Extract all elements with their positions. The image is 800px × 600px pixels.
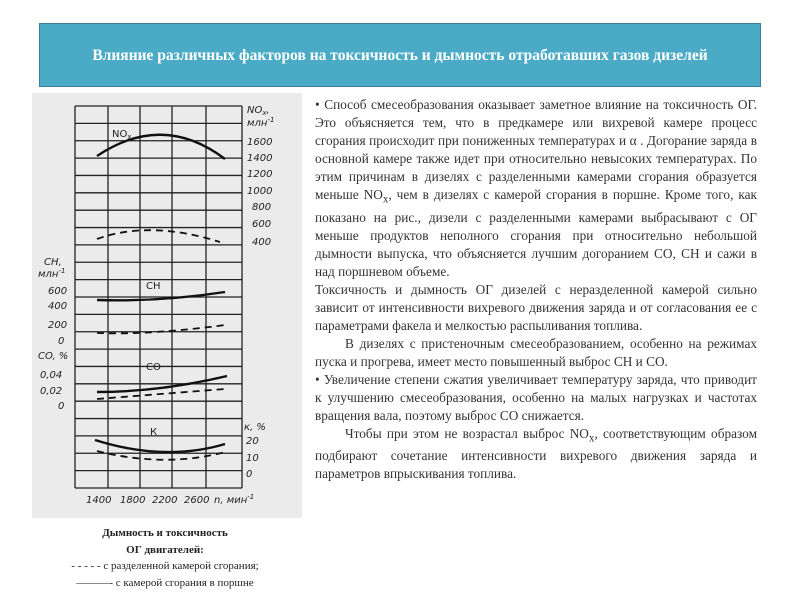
k-axis-title: к, %: [244, 422, 266, 433]
co-tick: 0: [58, 401, 65, 412]
text: Чтобы при этом не возрастал выброс NO: [345, 425, 589, 441]
body-text: [315, 96, 757, 483]
ch-tick: 0: [58, 336, 65, 347]
ch-tick: 600: [48, 286, 68, 297]
ch-axis-unit: млн$^{-1}$: [38, 267, 66, 280]
co-curve-label: CO: [146, 362, 161, 373]
ch-tick: 400: [48, 301, 68, 312]
x-tick: 2200: [152, 495, 178, 506]
k-curve-label: К: [150, 427, 158, 438]
legend-solid: ———- с камерой сгорания в поршне: [76, 576, 254, 589]
ch-tick: 200: [48, 320, 68, 331]
caption-line-2: ОГ двигателей:: [126, 543, 204, 556]
chart-grid: [75, 106, 242, 488]
legend-dashed: - - - - - с разделенной камерой сгорания;: [71, 560, 259, 572]
k-tick: 0: [246, 469, 253, 480]
nox-dashed-curve: [97, 230, 220, 242]
subscript: x: [382, 193, 389, 206]
x-axis-label: n, мин$^{-1}$: [214, 493, 255, 506]
co-tick: 0,04: [40, 370, 63, 381]
slide-title: [39, 23, 761, 87]
x-tick: 2600: [184, 495, 210, 506]
nox-tick: 1400: [247, 153, 273, 164]
nox-tick: 800: [252, 202, 272, 213]
paragraph-mixing: [315, 96, 757, 281]
x-tick: 1400: [86, 495, 112, 506]
paragraph-nox: [315, 425, 757, 484]
co-tick: 0,02: [40, 386, 63, 397]
emissions-figure: [32, 93, 302, 518]
title-text: Влияние различных факторов на токсичность и дымность отработавших газов дизелей: [92, 46, 708, 64]
paragraph-compression: • Увеличение степени сжатия увеличивает температуру заряда, что приводит к улучшению смесеобразования, особенно на малых нагрузках и частотах вращения вала, поэтому выброс СО снижается.: [315, 371, 757, 423]
nox-tick: 1000: [247, 186, 273, 197]
nox-tick: 1200: [247, 169, 273, 180]
text: , соответствующим образом подбирают сочетание интенсивности вихревого движения заряда и параметров впрыскивания топлива.: [315, 425, 757, 482]
nox-tick: 400: [252, 237, 272, 248]
nox-curve-label: $NO_x$: [112, 129, 132, 141]
ch-axis-title: CH,: [44, 257, 62, 268]
nox-axis-unit: млн$^{-1}$: [247, 116, 275, 129]
nox-tick: 600: [252, 219, 272, 230]
text: , чем в дизелях с камерой сгорания в поршне. Кроме того, как показано на рис., дизели с разделенными камерами выбрасывают с ОГ меньше продуктов неполного сгорания при относительно небольшой дымности выпуска, что объясняется лучшим догоранием СО, СН и сажи в над поршневом объеме.: [315, 187, 757, 279]
figure-caption: [30, 525, 300, 591]
text: • Способ смесеобразования оказывает заметное влияние на токсичность ОГ. Это объясняется тем, что в предкамере или вихревой камере процесс сгорания происходит при пониженных температурах и α . Догорание заряда в основной камере также идет при относительно невысоких температурах. По этим причинам в дизелях с разделенными камерами сгорания образуется меньше NO: [315, 97, 757, 202]
x-tick: 1800: [120, 495, 146, 506]
ch-curve-label: CH: [146, 281, 161, 292]
k-tick: 10: [246, 453, 259, 464]
nox-tick: 1600: [247, 137, 273, 148]
subscript: x: [588, 432, 595, 445]
caption-line-1: Дымность и токсичность: [102, 527, 228, 539]
co-axis-title: CO, %: [38, 351, 69, 362]
nox-axis-title: $NO_x$,: [247, 105, 270, 117]
emissions-diagram: [32, 93, 302, 518]
k-tick: 20: [246, 436, 259, 447]
paragraph-toxicity: Токсичность и дымность ОГ дизелей с неразделенной камерой сильно зависит от интенсивности вихревого движения заряда и от согласования ее с параметрами факела и мелкостью распыливания топлива.: [315, 281, 757, 333]
paragraph-wall-mixing: В дизелях с пристеночным смесеобразованием, особенно на режимах пуска и прогрева, имеет место повышенный выброс СН и СО.: [315, 335, 757, 369]
